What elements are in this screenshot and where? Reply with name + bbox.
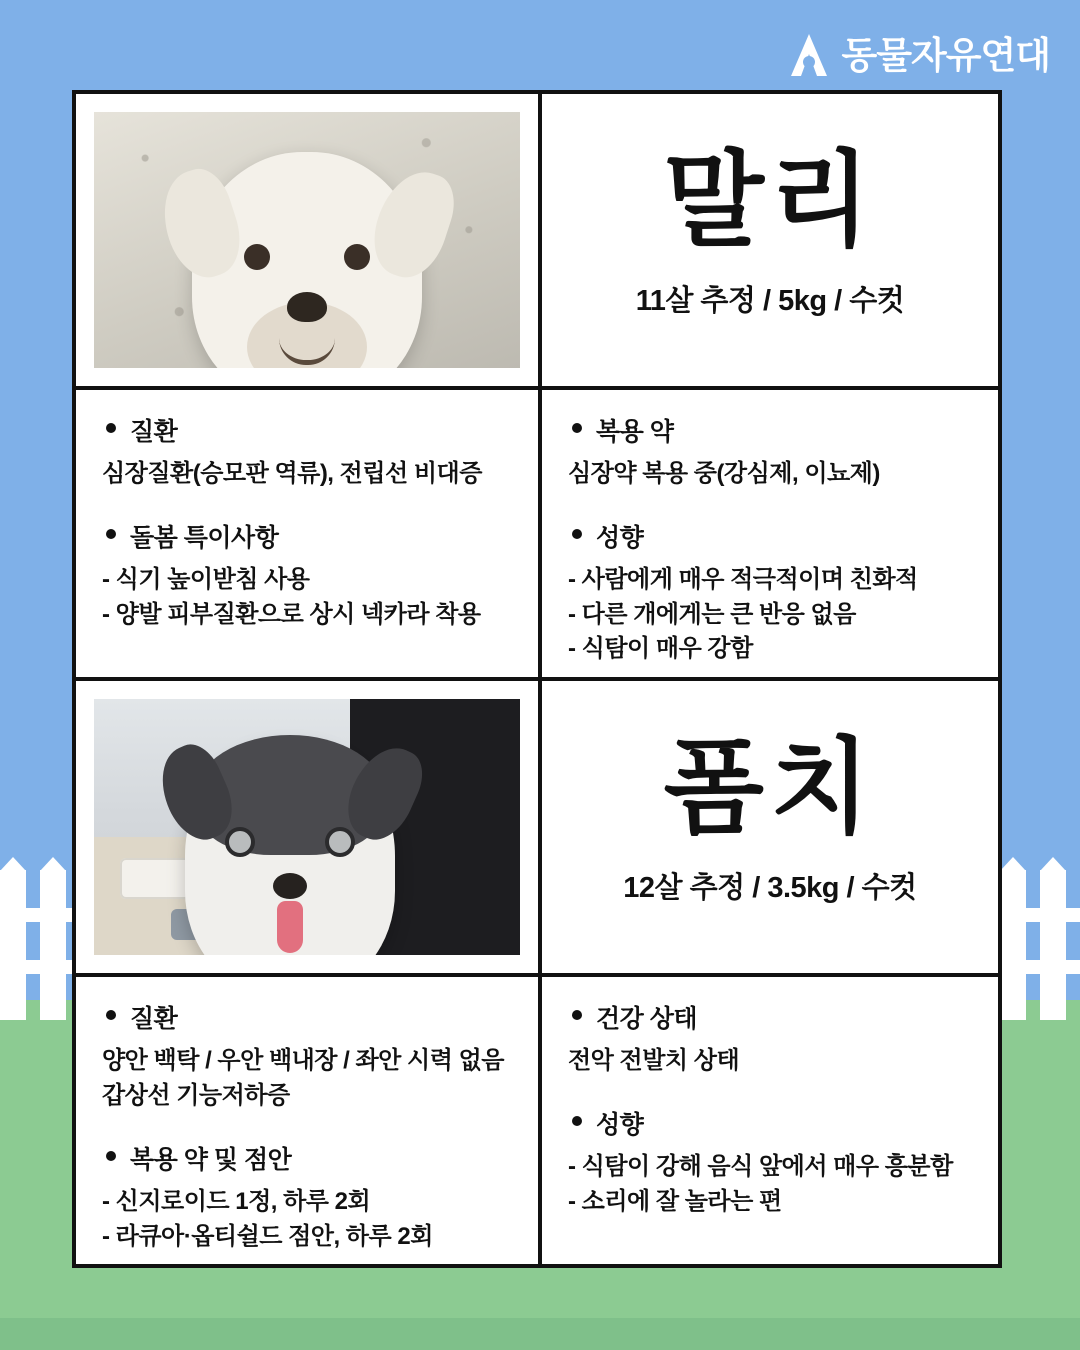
pet-2-details bbox=[76, 977, 998, 1264]
pet-1-section-medication bbox=[568, 412, 972, 492]
section-line: - 식탐이 강해 음식 앞에서 매우 흥분함 bbox=[568, 1152, 953, 1180]
section-line: - 신지로이드 1정, 하루 2회 bbox=[102, 1187, 371, 1215]
brand-logo bbox=[788, 32, 1050, 78]
section-line: - 식기 높이받침 사용 bbox=[102, 565, 310, 593]
pet-1-header bbox=[76, 94, 998, 390]
fence-picket bbox=[0, 870, 26, 1020]
section-title: 성향 bbox=[568, 1105, 972, 1141]
pet-2-section-health bbox=[568, 999, 972, 1079]
pet-1-section-disease bbox=[102, 412, 512, 492]
section-title: 질환 bbox=[102, 999, 512, 1035]
section-line: 갑상선 기능저하증 bbox=[102, 1081, 290, 1109]
pet-2-identity bbox=[542, 681, 998, 973]
grass-foreground-strip bbox=[0, 1318, 1080, 1350]
section-title: 질환 bbox=[102, 412, 512, 448]
pet-1-photo bbox=[76, 94, 542, 386]
pet-2-right-column bbox=[542, 977, 998, 1264]
section-title: 성향 bbox=[568, 518, 972, 554]
section-title: 복용 약 bbox=[568, 412, 972, 448]
section-line: - 양발 피부질환으로 상시 넥카라 착용 bbox=[102, 600, 481, 628]
section-line: 심장질환(승모판 역류), 전립선 비대증 bbox=[102, 460, 482, 487]
fence-picket bbox=[40, 870, 66, 1020]
pet-1-name: 말리 bbox=[663, 142, 877, 259]
pet-block-1 bbox=[76, 94, 998, 677]
section-line: 양안 백탁 / 우안 백내장 / 좌안 시력 없음 bbox=[102, 1047, 504, 1075]
pet-1-identity bbox=[542, 94, 998, 386]
section-line: - 사람에게 매우 적극적이며 친화적 bbox=[568, 565, 918, 593]
pet-2-header bbox=[76, 681, 998, 977]
triangle-a-logo-icon bbox=[788, 32, 830, 78]
pet-info-card bbox=[72, 90, 1002, 1268]
pet-1-meta: 11살 추정 / 5kg / 수컷 bbox=[635, 285, 905, 318]
pet-2-section-disease bbox=[102, 999, 512, 1114]
section-line: 전악 전발치 상태 bbox=[568, 1047, 740, 1075]
pet-2-meta: 12살 추정 / 3.5kg / 수컷 bbox=[623, 872, 917, 905]
brand-name: 동물자유연대 bbox=[841, 34, 1050, 76]
pet-2-photo bbox=[76, 681, 542, 973]
section-line: - 다른 개에게는 큰 반응 없음 bbox=[568, 600, 856, 628]
section-title: 돌봄 특이사항 bbox=[102, 518, 512, 554]
fence-picket bbox=[1000, 870, 1026, 1020]
pet-2-name: 폼치 bbox=[663, 730, 877, 847]
pet-1-section-temperament bbox=[568, 518, 972, 667]
section-line: - 소리에 잘 놀라는 편 bbox=[568, 1187, 782, 1215]
pet-1-section-care bbox=[102, 518, 512, 633]
pet-2-section-temperament bbox=[568, 1105, 972, 1220]
pet-2-left-column bbox=[76, 977, 542, 1264]
pet-block-2 bbox=[76, 677, 998, 1264]
section-title: 건강 상태 bbox=[568, 999, 972, 1035]
section-line: 심장약 복용 중(강심제, 이뇨제) bbox=[568, 460, 880, 487]
pet-1-right-column bbox=[542, 390, 998, 677]
fence-picket bbox=[1040, 870, 1066, 1020]
section-line: - 식탐이 매우 강함 bbox=[568, 635, 753, 663]
pet-1-left-column bbox=[76, 390, 542, 677]
section-line: - 라큐아·옵티쉴드 점안, 하루 2회 bbox=[102, 1222, 433, 1250]
section-title: 복용 약 및 점안 bbox=[102, 1140, 512, 1176]
pet-1-details bbox=[76, 390, 998, 677]
pet-2-section-medication bbox=[102, 1140, 512, 1255]
